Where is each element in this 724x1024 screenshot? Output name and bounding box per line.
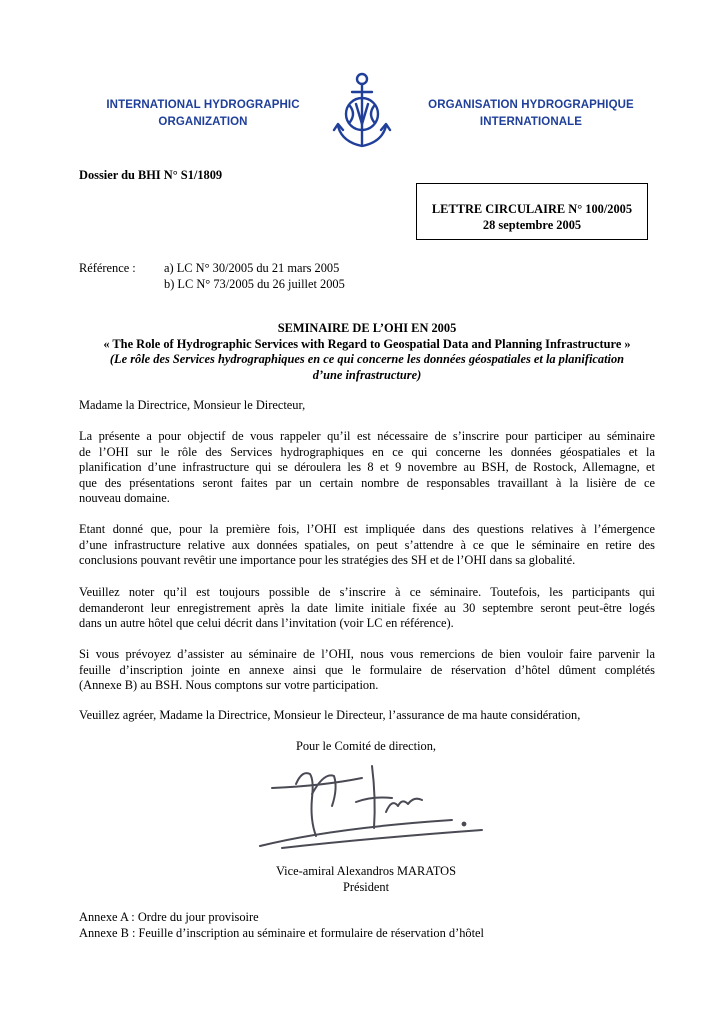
reference-label: Référence : [79,261,136,275]
iho-anchor-logo-icon [326,70,398,156]
paragraph-1 [79,429,655,507]
paragraph-line: Si vous prévoyez d’assister au séminaire de l’OHI, nous vous remercions de bien vouloir faire parvenir la [79,647,655,661]
paragraph-line: (Annexe B) au BSH. Nous comptons sur votre participation. [79,678,379,693]
paragraph-line: feuille d’inscription jointe en annexe ainsi que le formulaire de réservation d’hôtel dûment complétés [79,662,655,677]
org-name-english-line: ORGANIZATION [158,116,248,128]
annex-item: Annexe A : Ordre du jour provisoire [79,910,259,924]
paragraph-line: dans un autre hôtel que celui décrit dans l’invitation (voir LC en référence). [79,616,454,631]
paragraph-4 [79,647,655,694]
org-name-french [418,97,644,131]
paragraph-line: Veuillez noter qu’il est toujours possible de s’inscrire à ce séminaire. Toutefois, les participants qui [79,585,655,599]
reference-list [164,261,345,292]
subject-title: SEMINAIRE DE L’OHI EN 2005 [277,321,457,335]
closing-formula: Veuillez agréer, Madame la Directrice, Monsieur le Directeur, l’assurance de ma haute considération, [79,708,581,722]
paragraph-line: conclusions pouvant revêtir une importance pour les stratégies des SH et de l’OHI dans sa globalité. [79,553,576,568]
annex-list [79,910,484,941]
org-name-english-line: INTERNATIONAL HYDROGRAPHIC [106,99,300,111]
subject-english-title: « The Role of Hydrographic Services with Regard to Geospatial Data and Planning Infrastructure » [103,336,631,351]
paragraph-line: demanderont leur enregistrement après la date limite initiale fixée au 30 septembre seront peut-être logés [79,600,655,615]
circular-letter-box [416,183,648,240]
paragraph-3 [79,585,655,632]
circular-letter-date: 28 septembre 2005 [482,217,582,232]
paragraph-line: planification d’une infrastructure qui se déroulera les 8 et 9 novembre au BSH, de Rostock, Allemagne, et [79,460,655,475]
paragraph-line: Etant donné que, pour la première fois, l’OHI est impliquée dans des questions relatives à l’émergence [79,522,655,536]
subject-french-title: (Le rôle des Services hydrographiques en ce qui concerne les données géospatiales et la planification [109,352,625,367]
paragraph-line: nouveau domaine. [79,491,170,506]
annex-item: Annexe B : Feuille d’inscription au séminaire et formulaire de réservation d’hôtel [79,925,484,940]
paragraph-line: de l’OHI sur le rôle des Services hydrographiques en ce qui concerne les données géospatiales et la [79,444,655,459]
handwritten-signature-icon [252,758,492,854]
signatory-name: Vice-amiral Alexandros MARATOS [275,864,457,878]
signature-for: Pour le Comité de direction, [295,739,437,753]
circular-letter-title: LETTRE CIRCULAIRE N° 100/2005 [431,202,633,216]
org-name-french-line: INTERNATIONALE [479,116,583,128]
subject-french-title-cont: d’une infrastructure) [312,367,422,382]
dossier-number: Dossier du BHI N° S1/1809 [79,168,223,182]
subject-block [60,321,674,383]
paragraph-2 [79,522,655,569]
org-name-english [92,97,314,131]
signatory-title: Président [342,880,390,894]
paragraph-line: La présente a pour objectif de vous rappeler qu’il est nécessaire de s’inscrire pour participer au séminaire [79,429,655,443]
paragraph-line: que des présentations seront faites par un certain nombre de responsables travaillant à la lisière de ce [79,475,655,490]
paragraph-line: d’une infrastructure relative aux données spatiales, on peut s’attendre à ce que le séminaire en retire des [79,537,655,552]
salutation: Madame la Directrice, Monsieur le Directeur, [79,398,306,412]
reference-item: a) LC N° 30/2005 du 21 mars 2005 [164,261,340,275]
reference-item: b) LC N° 73/2005 du 26 juillet 2005 [164,276,345,291]
org-name-french-line: ORGANISATION HYDROGRAPHIQUE [428,99,634,111]
